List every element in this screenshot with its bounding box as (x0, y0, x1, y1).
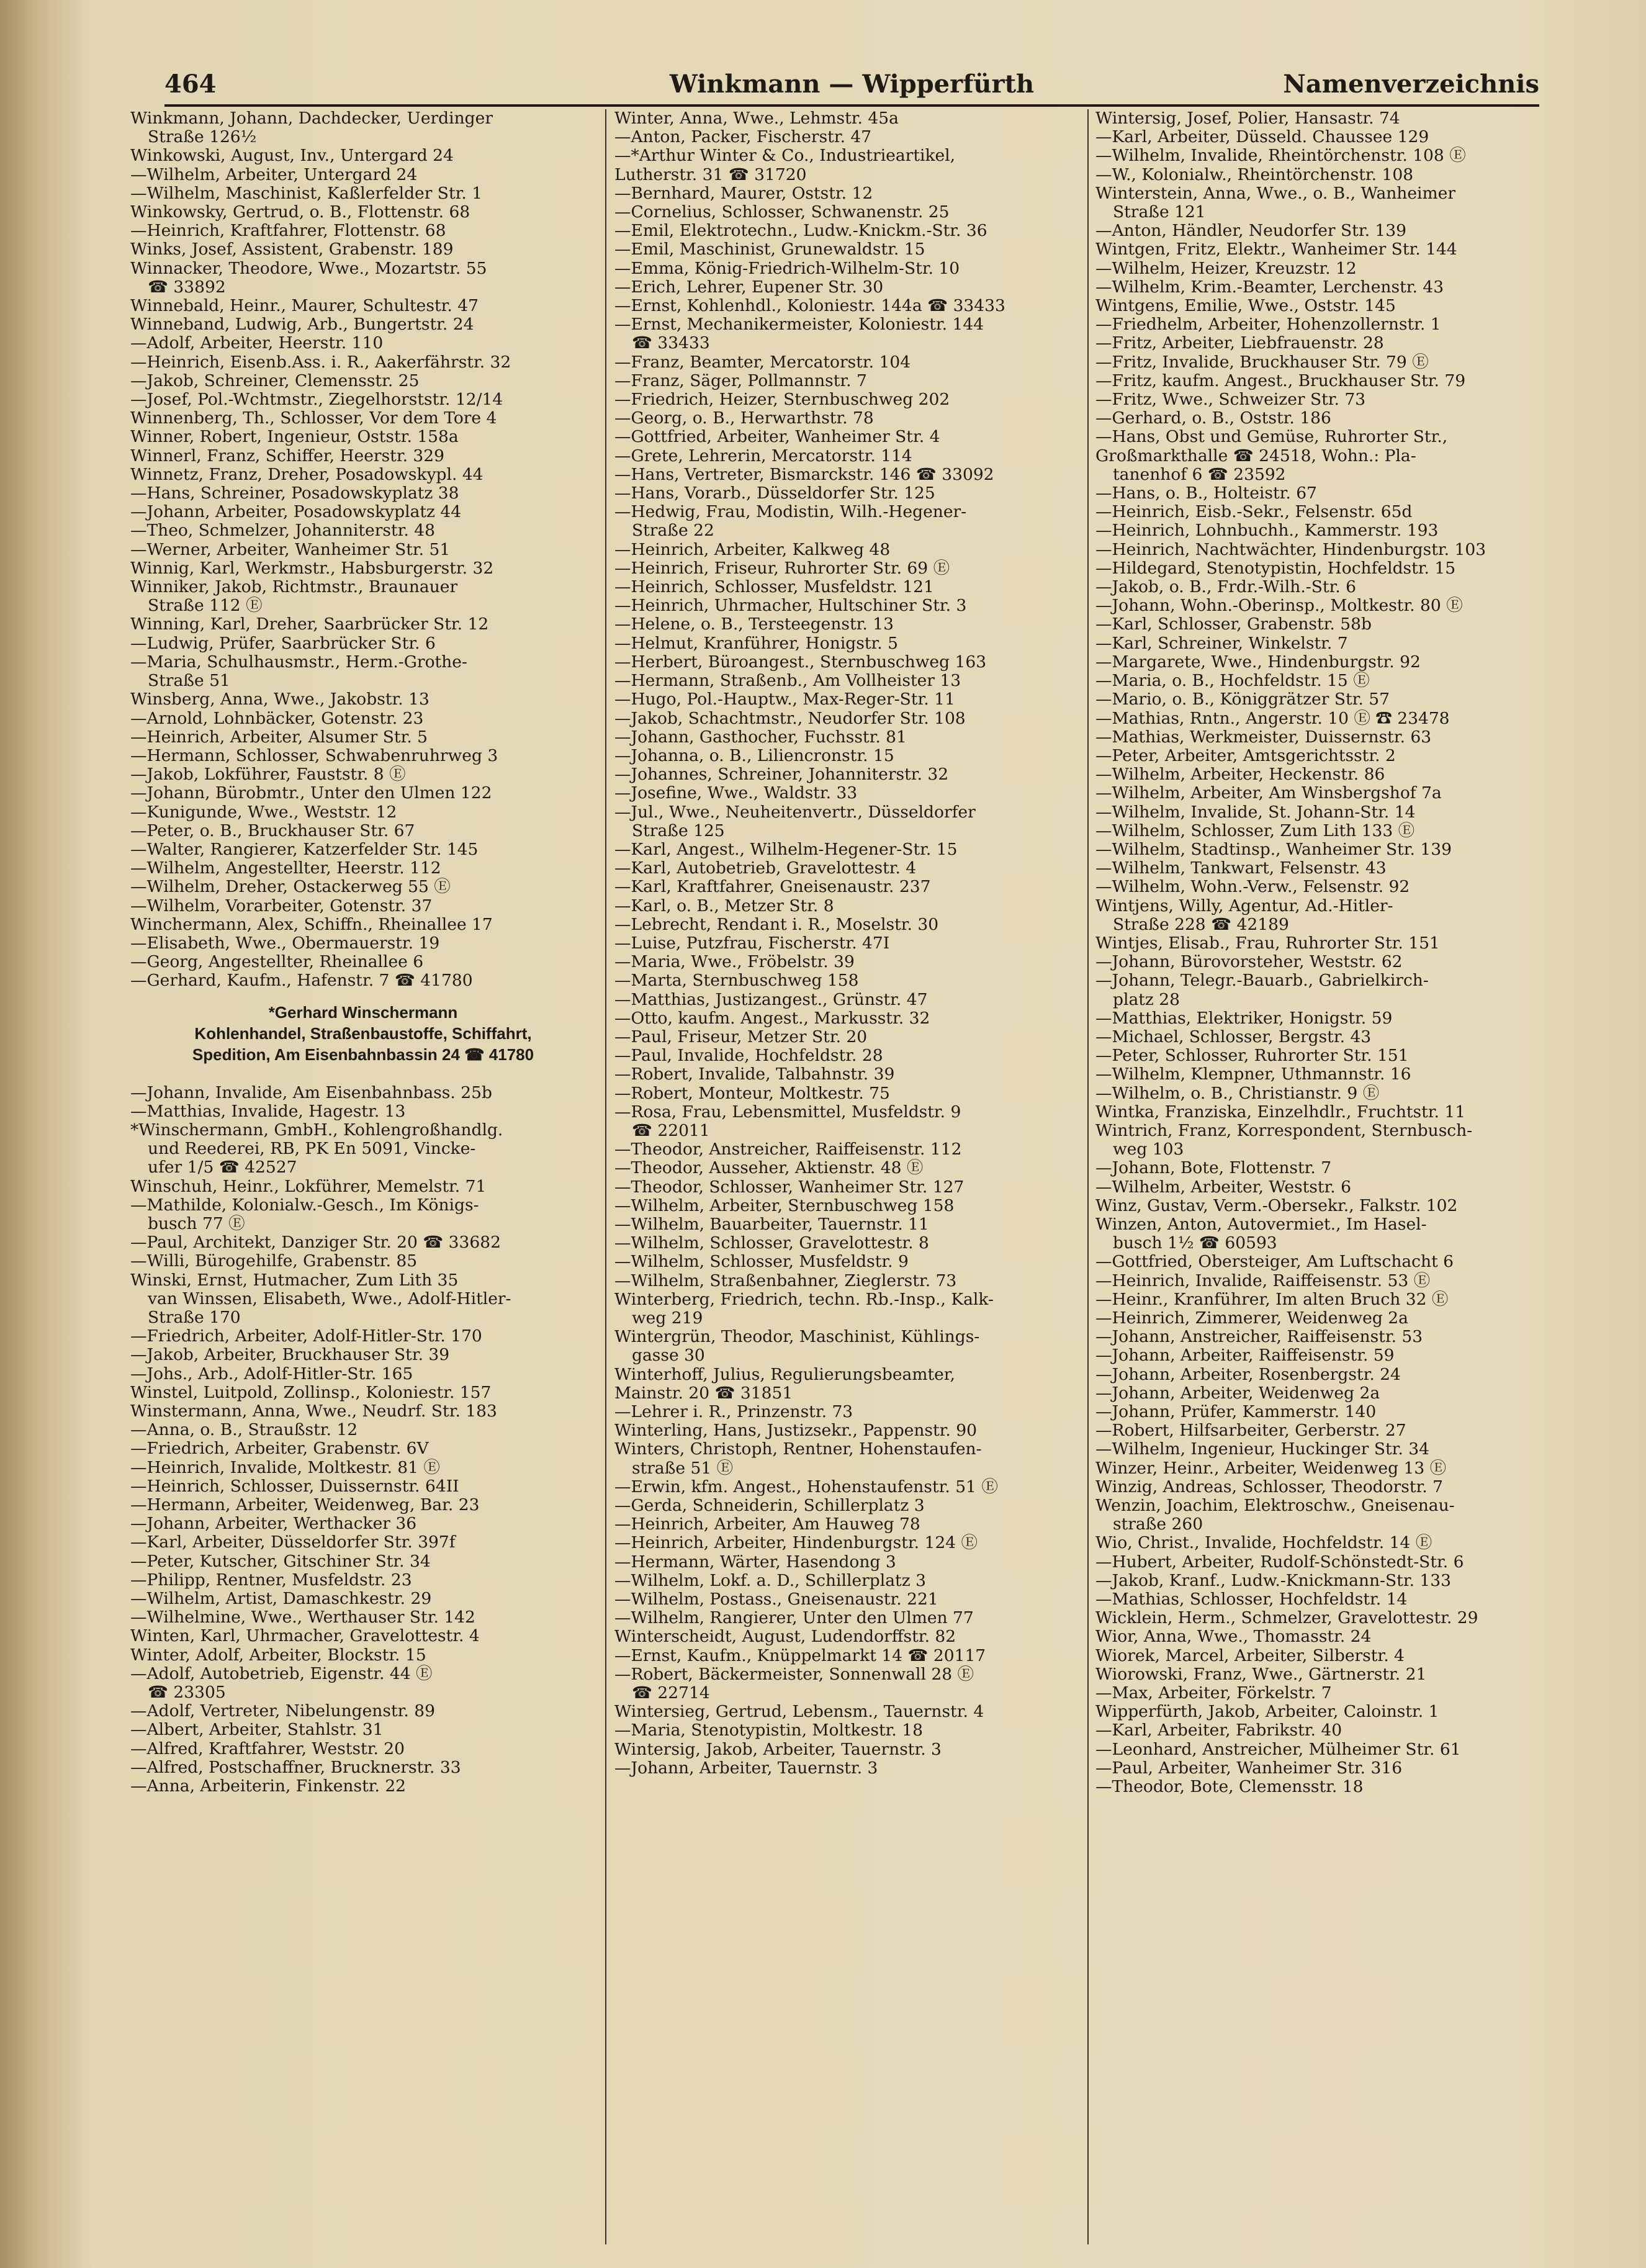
directory-entry: Winneband, Ludwig, Arb., Bungertstr. 24 (130, 315, 474, 335)
directory-entry: —Johann, Arbeiter, Raiffeisenstr. 59 (1095, 1346, 1395, 1366)
directory-entry: —Maria, Schulhausmstr., Herm.-Grothe- (130, 652, 467, 672)
directory-entry: —Matthias, Elektriker, Honigstr. 59 (1095, 1008, 1393, 1028)
directory-entry: straße 260 (1113, 1514, 1203, 1534)
directory-entry: Winnerl, Franz, Schiffer, Heerstr. 329 (130, 446, 445, 466)
directory-entry: —Mathias, Rntn., Angerstr. 10 Ⓔ ☎ 23478 (1095, 708, 1450, 728)
directory-entry: —Karl, o. B., Metzer Str. 8 (614, 896, 834, 916)
directory-entry: —Jul., Wwe., Neuheitenvertr., Düsseldorfer (614, 802, 976, 822)
directory-entry: Wintersig, Josef, Polier, Hansastr. 74 (1095, 109, 1400, 128)
directory-entry: —Heinrich, Eisb.-Sekr., Felsenstr. 65d (1095, 502, 1413, 522)
directory-entry: —Jakob, Arbeiter, Bruckhauser Str. 39 (130, 1345, 450, 1365)
directory-entry: —Hans, Vertreter, Bismarckstr. 146 ☎ 33092 (614, 464, 994, 484)
directory-entry: —Anna, o. B., Straußstr. 12 (130, 1420, 358, 1440)
directory-entry: —Luise, Putzfrau, Fischerstr. 47I (614, 933, 890, 953)
directory-entry: —Heinrich, Friseur, Ruhrorter Str. 69 Ⓔ (614, 558, 950, 578)
directory-entry: Winterstein, Anna, Wwe., o. B., Wanheimer (1095, 183, 1456, 203)
directory-entry: —Wilhelm, Artist, Damaschkestr. 29 (130, 1589, 432, 1609)
directory-entry: —Heinrich, Schlosser, Musfeldstr. 121 (614, 577, 934, 597)
directory-entry: ☎ 22714 (632, 1683, 710, 1703)
directory-entry: —Ludwig, Prüfer, Saarbrücker Str. 6 (130, 633, 436, 653)
directory-entry: —Grete, Lehrerin, Mercatorstr. 114 (614, 446, 912, 466)
directory-entry: Straße 51 (148, 671, 230, 691)
directory-entry: —Mathias, Werkmeister, Duissernstr. 63 (1095, 727, 1432, 747)
directory-entry: Wipperfürth, Jakob, Arbeiter, Caloinstr. 1 (1095, 1702, 1439, 1722)
directory-entry: —Heinr., Kranführer, Im alten Bruch 32 Ⓔ (1095, 1289, 1449, 1309)
directory-entry: —Karl, Autobetrieb, Gravelottestr. 4 (614, 858, 917, 878)
directory-entry: —Hermann, Straßenb., Am Vollheister 13 (614, 671, 961, 691)
directory-entry: weg 103 (1113, 1140, 1184, 1159)
directory-entry: —Maria, Stenotypistin, Moltkestr. 18 (614, 1721, 923, 1740)
directory-entry: —Hans, Vorarb., Düsseldorfer Str. 125 (614, 484, 935, 503)
directory-entry: —Robert, Bäckermeister, Sonnenwall 28 Ⓔ (614, 1664, 974, 1684)
directory-entry: —Wilhelm, Tankwart, Felsenstr. 43 (1095, 858, 1387, 878)
directory-entry: —Maria, Wwe., Fröbelstr. 39 (614, 952, 855, 972)
directory-entry: —Wilhelm, Rangierer, Unter den Ulmen 77 (614, 1608, 974, 1628)
directory-entry: —Anton, Packer, Fischerstr. 47 (614, 127, 872, 147)
column-1 (130, 109, 596, 2244)
directory-entry: —Johanna, o. B., Liliencronstr. 15 (614, 745, 894, 765)
directory-entry: —Karl, Schlosser, Grabenstr. 58b (1095, 614, 1372, 634)
directory-entry: —Lebrecht, Rendant i. R., Moselstr. 30 (614, 914, 939, 934)
directory-entry: —Wilhelm, Invalide, Rheintörchenstr. 108 Ⓔ (1095, 146, 1466, 166)
column-2 (614, 109, 1083, 2244)
directory-entry: —Arnold, Lohnbäcker, Gotenstr. 23 (130, 708, 424, 728)
directory-entry: —Gerda, Schneiderin, Schillerplatz 3 (614, 1496, 925, 1516)
directory-entry: —Emma, König-Friedrich-Wilhelm-Str. 10 (614, 258, 960, 278)
directory-entry: —Alfred, Postschaffner, Brucknerstr. 33 (130, 1757, 461, 1777)
directory-entry: —Peter, o. B., Bruckhauser Str. 67 (130, 821, 415, 840)
directory-entry: Mainstr. 20 ☎ 31851 (614, 1383, 793, 1403)
directory-entry: —Theodor, Ausseher, Aktienstr. 48 Ⓔ (614, 1158, 924, 1178)
directory-entry: —Robert, Hilfsarbeiter, Gerberstr. 27 (1095, 1421, 1406, 1441)
directory-entry: Wintersieg, Gertrud, Lebensm., Tauernstr. 4 (614, 1702, 984, 1722)
directory-entry: Winterberg, Friedrich, techn. Rb.-Insp., Kalk- (614, 1289, 994, 1309)
directory-entry: Winnetz, Franz, Dreher, Posadowskypl. 44 (130, 464, 483, 484)
directory-entry: —Otto, kaufm. Angest., Markusstr. 32 (614, 1008, 930, 1028)
directory-entry: —Mathilde, Kolonialw.-Gesch., Im Königs- (130, 1195, 479, 1215)
directory-entry: —Wilhelm, Postass., Gneisenaustr. 221 (614, 1590, 938, 1609)
directory-entry: —Johann, Arbeiter, Rosenbergstr. 24 (1095, 1364, 1401, 1384)
directory-entry: Winning, Karl, Dreher, Saarbrücker Str. 12 (130, 614, 489, 634)
directory-entry: Winnebald, Heinr., Maurer, Schultestr. 47 (130, 296, 479, 316)
directory-entry: —Erich, Lehrer, Eupener Str. 30 (614, 277, 884, 297)
directory-entry: —Hans, Schreiner, Posadowskyplatz 38 (130, 484, 459, 503)
directory-entry: Winkmann, Johann, Dachdecker, Uerdinger (130, 109, 493, 128)
directory-entry: —Hedwig, Frau, Modistin, Wilh.-Hegener- (614, 502, 967, 522)
directory-entry: —Ernst, Mechanikermeister, Koloniestr. 144 (614, 315, 984, 335)
directory-entry: —Friedrich, Arbeiter, Adolf-Hitler-Str. 170 (130, 1326, 482, 1346)
directory-entry: van Winssen, Elisabeth, Wwe., Adolf-Hitler- (148, 1289, 511, 1308)
directory-entry: Wintjens, Willy, Agentur, Ad.-Hitler- (1095, 896, 1393, 916)
directory-entry: —Johann, Anstreicher, Raiffeisenstr. 53 (1095, 1327, 1423, 1347)
directory-entry: —Heinrich, Schlosser, Duissernstr. 64II (130, 1476, 459, 1496)
ad-line: Spedition, Am Eisenbahnbassin 24 ☎ 41780 (192, 1045, 534, 1064)
directory-entry: —Johann, Wohn.-Oberinsp., Moltkestr. 80 Ⓔ (1095, 596, 1463, 616)
directory-entry: —Wilhelm, Schlosser, Gravelottestr. 8 (614, 1233, 929, 1253)
directory-entry: —Johann, Prüfer, Kammerstr. 140 (1095, 1402, 1377, 1422)
directory-entry: —Hildegard, Stenotypistin, Hochfeldstr. 15 (1095, 558, 1456, 578)
directory-entry: und Reederei, RB, PK En 5091, Vincke- (148, 1139, 476, 1159)
directory-entry: —Karl, Arbeiter, Düsseld. Chaussee 129 (1095, 127, 1429, 147)
directory-entry: —Friedrich, Arbeiter, Grabenstr. 6V (130, 1439, 429, 1459)
directory-entry: Winniker, Jakob, Richtmstr., Braunauer (130, 577, 458, 597)
directory-entry: —Alfred, Kraftfahrer, Weststr. 20 (130, 1739, 405, 1758)
directory-entry: —Hubert, Arbeiter, Rudolf-Schönstedt-Str. 6 (1095, 1552, 1464, 1572)
directory-entry: —Wilhelm, Straßenbahner, Zieglerstr. 73 (614, 1271, 957, 1290)
directory-entry: busch 1½ ☎ 60593 (1113, 1233, 1277, 1253)
directory-entry: —Kunigunde, Wwe., Weststr. 12 (130, 802, 397, 822)
directory-entry: Winschuh, Heinr., Lokführer, Memelstr. 71 (130, 1176, 487, 1196)
directory-entry: Winnacker, Theodore, Wwe., Mozartstr. 55 (130, 258, 487, 278)
directory-entry: Winterscheidt, August, Ludendorffstr. 82 (614, 1627, 956, 1647)
directory-entry: —Wilhelm, Wohn.-Verw., Felsenstr. 92 (1095, 877, 1410, 897)
directory-entry: —Jakob, Schreiner, Clemensstr. 25 (130, 371, 420, 390)
directory-entry: —Wilhelm, Dreher, Ostackerweg 55 Ⓔ (130, 877, 451, 897)
directory-entry: —Fritz, kaufm. Angest., Bruckhauser Str. 79 (1095, 371, 1466, 390)
directory-entry: —Willi, Bürogehilfe, Grabenstr. 85 (130, 1251, 418, 1271)
directory-entry: Winnenberg, Th., Schlosser, Vor dem Tore 4 (130, 408, 497, 428)
directory-entry: —Heinrich, Zimmerer, Weidenweg 2a (1095, 1308, 1408, 1328)
directory-entry: —Franz, Beamter, Mercatorstr. 104 (614, 352, 911, 372)
directory-entry: —Theodor, Anstreicher, Raiffeisenstr. 112 (614, 1140, 962, 1159)
directory-entry: —Hugo, Pol.-Hauptw., Max-Reger-Str. 11 (614, 690, 955, 709)
directory-entry: —Robert, Monteur, Moltkestr. 75 (614, 1083, 890, 1103)
directory-entry: —Mathias, Schlosser, Hochfeldstr. 14 (1095, 1590, 1408, 1609)
directory-entry: —Karl, Kraftfahrer, Gneisenaustr. 237 (614, 877, 931, 897)
directory-entry: Winz, Gustav, Verm.-Obersekr., Falkstr. 102 (1095, 1195, 1458, 1215)
directory-entry: —Cornelius, Schlosser, Schwanenstr. 25 (614, 202, 950, 222)
directory-entry: —Wilhelm, Vorarbeiter, Gotenstr. 37 (130, 896, 433, 916)
directory-entry: —Wilhelm, Schlosser, Zum Lith 133 Ⓔ (1095, 821, 1415, 840)
directory-entry: —Wilhelm, Arbeiter, Am Winsbergshof 7a (1095, 783, 1442, 803)
directory-entry: Winzer, Heinr., Arbeiter, Weidenweg 13 Ⓔ (1095, 1458, 1447, 1478)
directory-entry: —Wilhelm, Lokf. a. D., Schillerplatz 3 (614, 1570, 926, 1590)
directory-entry: —Helene, o. B., Tersteegenstr. 13 (614, 614, 894, 634)
directory-entry: —*Arthur Winter & Co., Industrieartikel, (614, 146, 956, 166)
directory-entry: —Wilhelm, Ingenieur, Huckinger Str. 34 (1095, 1439, 1429, 1459)
directory-entry: —Jakob, Lokführer, Fauststr. 8 Ⓔ (130, 765, 406, 785)
directory-entry: Winkowsky, Gertrud, o. B., Flottenstr. 68 (130, 202, 470, 222)
directory-entry: —Karl, Angest., Wilhelm-Hegener-Str. 15 (614, 839, 958, 859)
directory-entry: tanenhof 6 ☎ 23592 (1113, 464, 1286, 484)
directory-entry: —Heinrich, Arbeiter, Hindenburgstr. 124 Ⓔ (614, 1533, 978, 1553)
entry-list (130, 1084, 596, 1796)
directory-entry: —Georg, o. B., Herwarthstr. 78 (614, 408, 874, 428)
advertisement (130, 991, 596, 1084)
directory-entry: —Theodor, Schlosser, Wanheimer Str. 127 (614, 1177, 965, 1197)
directory-entry: —Wilhelm, Schlosser, Musfeldstr. 9 (614, 1252, 909, 1272)
directory-entry: —Paul, Friseur, Metzer Str. 20 (614, 1027, 868, 1046)
directory-entry: Wintgen, Fritz, Elektr., Wanheimer Str. 144 (1095, 240, 1457, 259)
directory-entry: —Johann, Arbeiter, Tauernstr. 3 (614, 1758, 878, 1778)
directory-entry: —Friedhelm, Arbeiter, Hohenzollernstr. 1 (1095, 315, 1441, 335)
directory-entry: —Heinrich, Invalide, Raiffeisenstr. 53 Ⓔ (1095, 1271, 1431, 1290)
directory-entry: busch 77 Ⓔ (148, 1213, 245, 1233)
directory-entry: Straße 121 (1113, 202, 1206, 222)
directory-entry: —Peter, Kutscher, Gitschiner Str. 34 (130, 1551, 431, 1571)
directory-entry: —Wilhelm, Bauarbeiter, Tauernstr. 11 (614, 1214, 929, 1234)
directory-entry: gasse 30 (632, 1346, 705, 1366)
directory-entry: —Max, Arbeiter, Förkelstr. 7 (1095, 1683, 1332, 1703)
directory-entry: —Wilhelm, Heizer, Kreuzstr. 12 (1095, 258, 1357, 278)
directory-entry: —Paul, Invalide, Hochfeldstr. 28 (614, 1046, 883, 1066)
directory-entry: —Adolf, Vertreter, Nibelungenstr. 89 (130, 1701, 435, 1721)
directory-entry: ☎ 33433 (632, 333, 710, 353)
directory-entry: —Lehrer i. R., Prinzenstr. 73 (614, 1402, 853, 1422)
directory-entry: —Heinrich, Lohnbuchh., Kammerstr. 193 (1095, 521, 1439, 541)
directory-entry: Straße 228 ☎ 42189 (1113, 914, 1289, 934)
entry-list (614, 109, 1083, 1778)
directory-entry: —Johann, Telegr.-Bauarb., Gabrielkirch- (1095, 971, 1429, 991)
directory-entry: —Albert, Arbeiter, Stahlstr. 31 (130, 1720, 384, 1740)
directory-entry: —Johann, Gasthocher, Fuchsstr. 81 (614, 727, 907, 747)
directory-entry: —Karl, Schreiner, Winkelstr. 7 (1095, 633, 1348, 653)
directory-entry: —Hans, o. B., Holteistr. 67 (1095, 484, 1317, 503)
directory-entry: —Matthias, Invalide, Hagestr. 13 (130, 1101, 406, 1121)
directory-entry: Winten, Karl, Uhrmacher, Gravelottestr. 4 (130, 1626, 480, 1646)
directory-entry: —Jakob, o. B., Frdr.-Wilh.-Str. 6 (1095, 577, 1356, 597)
directory-entry: Winski, Ernst, Hutmacher, Zum Lith 35 (130, 1270, 459, 1290)
directory-entry: —Elisabeth, Wwe., Obermauerstr. 19 (130, 933, 440, 953)
section-title: Namenverzeichnis (1283, 70, 1539, 99)
directory-entry: —Heinrich, Arbeiter, Am Hauweg 78 (614, 1514, 920, 1534)
directory-entry: —Wilhelm, Arbeiter, Heckenstr. 86 (1095, 765, 1385, 785)
page-title: Winkmann — Wipperfürth (669, 70, 1035, 99)
directory-entry: —Philipp, Rentner, Musfeldstr. 23 (130, 1570, 412, 1590)
directory-entry: —Karl, Arbeiter, Fabrikstr. 40 (1095, 1721, 1342, 1740)
directory-entry: Winkowski, August, Inv., Untergard 24 (130, 146, 454, 166)
directory-entry: —Johann, Arbeiter, Werthacker 36 (130, 1514, 417, 1534)
directory-entry: —Hermann, Arbeiter, Weidenweg, Bar. 23 (130, 1495, 480, 1515)
directory-entry: *Winschermann, GmbH., Kohlengroßhandlg. (130, 1120, 503, 1140)
directory-entry: —Jakob, Kranf., Ludw.-Knickmann-Str. 133 (1095, 1570, 1451, 1590)
directory-entry: —Heinrich, Arbeiter, Alsumer Str. 5 (130, 727, 428, 747)
directory-entry: —Heinrich, Eisenb.Ass. i. R., Aakerfährstr. 32 (130, 352, 511, 372)
directory-entry: —Helmut, Kranführer, Honigstr. 5 (614, 633, 898, 653)
directory-entry: —Erwin, kfm. Angest., Hohenstaufenstr. 51 Ⓔ (614, 1477, 998, 1496)
directory-entry: —Gerhard, o. B., Oststr. 186 (1095, 408, 1331, 428)
directory-entry: Wintrich, Franz, Korrespondent, Sternbusch- (1095, 1120, 1473, 1140)
directory-entry: Straße 112 Ⓔ (148, 596, 263, 616)
directory-entry: Wior, Anna, Wwe., Thomasstr. 24 (1095, 1627, 1372, 1647)
directory-entry: —Mario, o. B., Königgrätzer Str. 57 (1095, 690, 1390, 709)
column-3 (1095, 109, 1542, 2244)
entry-list (1095, 109, 1542, 1796)
directory-entry: Wicklein, Herm., Schmelzer, Gravelottestr. 29 (1095, 1608, 1478, 1628)
directory-entry: —Theo, Schmelzer, Johanniterstr. 48 (130, 521, 435, 541)
directory-entry: straße 51 Ⓔ (632, 1458, 734, 1478)
directory-entry: —Josef, Pol.-Wchtmstr., Ziegelhorststr. 12/14 (130, 390, 503, 410)
directory-entry: Straße 126½ (148, 127, 257, 147)
directory-entry: —Johann, Bürobmtr., Unter den Ulmen 122 (130, 783, 492, 803)
directory-entry: —Heinrich, Arbeiter, Kalkweg 48 (614, 539, 891, 559)
directory-entry: —Maria, o. B., Hochfeldstr. 15 Ⓔ (1095, 671, 1370, 691)
directory-entry: Winter, Adolf, Arbeiter, Blockstr. 15 (130, 1645, 426, 1665)
directory-entry: Winters, Christoph, Rentner, Hohenstaufen- (614, 1439, 982, 1459)
ad-line: *Gerhard Winschermann (268, 1002, 458, 1022)
directory-entry: —Emil, Elektrotechn., Ludw.-Knickm.-Str. 36 (614, 221, 987, 241)
directory-entry: —Wilhelm, Angestellter, Heerstr. 112 (130, 858, 441, 878)
directory-entry: —Johann, Bürovorsteher, Weststr. 62 (1095, 952, 1403, 972)
directory-entry: Winstermann, Anna, Wwe., Neudrf. Str. 183 (130, 1402, 497, 1421)
page-number: 464 (164, 70, 217, 99)
directory-entry: Wintersig, Jakob, Arbeiter, Tauernstr. 3 (614, 1739, 942, 1759)
directory-entry: —Johs., Arb., Adolf-Hitler-Str. 165 (130, 1364, 413, 1384)
directory-entry: —Hermann, Wärter, Hasendong 3 (614, 1552, 896, 1572)
directory-entry: —Heinrich, Kraftfahrer, Flottenstr. 68 (130, 221, 446, 241)
directory-entry: Winterling, Hans, Justizsekr., Pappenstr. 90 (614, 1421, 977, 1441)
directory-entry: —Wilhelm, Arbeiter, Sternbuschweg 158 (614, 1195, 955, 1215)
directory-entry: —Adolf, Autobetrieb, Eigenstr. 44 Ⓔ (130, 1663, 433, 1683)
directory-entry: Wio, Christ., Invalide, Hochfeldstr. 14 Ⓔ (1095, 1533, 1432, 1553)
directory-entry: Winchermann, Alex, Schiffn., Rheinallee 17 (130, 914, 493, 934)
directory-entry: Straße 22 (632, 521, 714, 541)
directory-entry: —W., Kolonialw., Rheintörchenstr. 108 (1095, 164, 1414, 184)
ad-line: Kohlenhandel, Straßenbaustoffe, Schiffahrt, (194, 1024, 532, 1043)
directory-entry: Wintgens, Emilie, Wwe., Oststr. 145 (1095, 296, 1396, 316)
directory-entry: —Hans, Obst und Gemüse, Ruhrorter Str., (1095, 427, 1448, 447)
directory-entry: —Peter, Schlosser, Ruhrorter Str. 151 (1095, 1046, 1409, 1066)
directory-entry: Winnig, Karl, Werkmstr., Habsburgerstr. 32 (130, 558, 494, 578)
entry-list (130, 109, 596, 991)
directory-entry: —Anton, Händler, Neudorfer Str. 139 (1095, 221, 1407, 241)
directory-entry: Winner, Robert, Ingenieur, Oststr. 158a (130, 427, 459, 447)
directory-entry: —Fritz, Arbeiter, Liebfrauenstr. 28 (1095, 333, 1384, 353)
directory-entry: —Peter, Arbeiter, Amtsgerichtsstr. 2 (1095, 745, 1396, 765)
directory-entry: —Wilhelm, Arbeiter, Weststr. 6 (1095, 1177, 1352, 1197)
directory-entry: —Werner, Arbeiter, Wanheimer Str. 51 (130, 539, 451, 559)
directory-entry: Winzig, Andreas, Schlosser, Theodorstr. 7 (1095, 1477, 1443, 1496)
directory-entry: —Franz, Säger, Pollmannstr. 7 (614, 371, 867, 390)
directory-entry: —Ernst, Kaufm., Knüppelmarkt 14 ☎ 20117 (614, 1645, 986, 1665)
directory-entry: —Fritz, Wwe., Schweizer Str. 73 (1095, 390, 1366, 410)
directory-entry: —Gottfried, Obersteiger, Am Luftschacht 6 (1095, 1252, 1454, 1272)
directory-entry: Wintergrün, Theodor, Maschinist, Kühlings- (614, 1327, 980, 1347)
directory-entry: —Hermann, Schlosser, Schwabenruhrweg 3 (130, 745, 498, 765)
directory-entry: —Wilhelm, Stadtinsp., Wanheimer Str. 139 (1095, 839, 1452, 859)
directory-entry: —Georg, Angestellter, Rheinallee 6 (130, 952, 424, 972)
page-header (164, 67, 1539, 107)
directory-entry: —Wilhelm, Invalide, St. Johann-Str. 14 (1095, 802, 1416, 822)
directory-entry: —Gottfried, Arbeiter, Wanheimer Str. 4 (614, 427, 940, 447)
directory-entry: —Jakob, Schachtmstr., Neudorfer Str. 108 (614, 708, 966, 728)
directory-entry: —Bernhard, Maurer, Oststr. 12 (614, 183, 873, 203)
directory-entry: —Johann, Arbeiter, Posadowskyplatz 44 (130, 502, 462, 522)
directory-entry: —Walter, Rangierer, Katzerfelder Str. 145 (130, 839, 479, 859)
directory-entry: —Margarete, Wwe., Hindenburgstr. 92 (1095, 652, 1421, 672)
directory-entry: Lutherstr. 31 ☎ 31720 (614, 164, 807, 184)
directory-entry: weg 219 (632, 1308, 703, 1328)
directory-entry: —Johann, Invalide, Am Eisenbahnbass. 25b (130, 1082, 492, 1102)
directory-entry: ufer 1/5 ☎ 42527 (148, 1158, 297, 1177)
directory-entry: —Wilhelm, Arbeiter, Untergard 24 (130, 164, 418, 184)
directory-entry: Winter, Anna, Wwe., Lehmstr. 45a (614, 109, 899, 128)
directory-entry: Wenzin, Joachim, Elektroschw., Gneisenau- (1095, 1496, 1455, 1516)
directory-entry: —Anna, Arbeiterin, Finkenstr. 22 (130, 1776, 407, 1796)
directory-entry: —Wilhelm, Krim.-Beamter, Lerchenstr. 43 (1095, 277, 1444, 297)
directory-entry: —Adolf, Arbeiter, Heerstr. 110 (130, 333, 384, 353)
directory-entry: Winzen, Anton, Autovermiet., Im Hasel- (1095, 1214, 1427, 1234)
directory-entry: —Emil, Maschinist, Grunewaldstr. 15 (614, 240, 925, 259)
directory-entry: —Marta, Sternbuschweg 158 (614, 971, 859, 991)
directory-entry: Wintka, Franziska, Einzelhdlr., Fruchtstr. 11 (1095, 1102, 1466, 1122)
directory-entry: —Josefine, Wwe., Waldstr. 33 (614, 783, 858, 803)
directory-entry: —Theodor, Bote, Clemensstr. 18 (1095, 1777, 1364, 1797)
directory-entry: —Robert, Invalide, Talbahnstr. 39 (614, 1064, 895, 1084)
directory-entry: —Johannes, Schreiner, Johanniterstr. 32 (614, 765, 949, 785)
directory-entry: —Fritz, Invalide, Bruckhauser Str. 79 Ⓔ (1095, 352, 1429, 372)
directory-entry: —Wilhelm, Maschinist, Kaßlerfelder Str. 1 (130, 183, 483, 203)
column-divider (1087, 109, 1089, 2244)
directory-entry: —Michael, Schlosser, Bergstr. 43 (1095, 1027, 1372, 1046)
directory-entry: —Heinrich, Uhrmacher, Hultschiner Str. 3 (614, 596, 967, 616)
column-divider (605, 109, 606, 2244)
directory-entry: —Matthias, Justizangest., Grünstr. 47 (614, 989, 928, 1009)
directory-entry: —Gerhard, Kaufm., Hafenstr. 7 ☎ 41780 (130, 971, 473, 991)
directory-entry: —Wilhelmine, Wwe., Werthauser Str. 142 (130, 1608, 475, 1627)
directory-entry: ☎ 22011 (632, 1120, 710, 1140)
directory-entry: Straße 170 (148, 1307, 241, 1327)
directory-entry: —Karl, Arbeiter, Düsseldorfer Str. 397f (130, 1532, 456, 1552)
directory-entry: —Paul, Architekt, Danziger Str. 20 ☎ 33682 (130, 1233, 501, 1253)
directory-entry: Winstel, Luitpold, Zollinsp., Koloniestr. 157 (130, 1382, 492, 1402)
directory-entry: —Heinrich, Invalide, Moltkestr. 81 Ⓔ (130, 1457, 440, 1477)
directory-entry: —Heinrich, Nachtwächter, Hindenburgstr. 103 (1095, 539, 1486, 559)
directory-entry: Wiorowski, Franz, Wwe., Gärtnerstr. 21 (1095, 1664, 1427, 1684)
directory-entry: —Johann, Bote, Flottenstr. 7 (1095, 1158, 1332, 1178)
directory-entry: —Friedrich, Heizer, Sternbuschweg 202 (614, 390, 950, 410)
directory-entry: —Wilhelm, Klempner, Uthmannstr. 16 (1095, 1064, 1411, 1084)
directory-entry: Großmarkthalle ☎ 24518, Wohn.: Pla- (1095, 446, 1416, 466)
directory-entry: —Johann, Arbeiter, Weidenweg 2a (1095, 1383, 1380, 1403)
directory-entry: platz 28 (1113, 989, 1180, 1009)
directory-entry: Wiorek, Marcel, Arbeiter, Silberstr. 4 (1095, 1645, 1405, 1665)
directory-entry: Winks, Josef, Assistent, Grabenstr. 189 (130, 240, 454, 259)
directory-entry: —Herbert, Büroangest., Sternbuschweg 163 (614, 652, 987, 672)
directory-entry: ☎ 23305 (148, 1683, 226, 1703)
directory-entry: —Rosa, Frau, Lebensmittel, Musfeldstr. 9 (614, 1102, 961, 1122)
directory-entry: ☎ 33892 (148, 277, 226, 297)
directory-entry: Wintjes, Elisab., Frau, Ruhrorter Str. 151 (1095, 933, 1440, 953)
directory-entry: —Ernst, Kohlenhdl., Koloniestr. 144a ☎ 33433 (614, 296, 1005, 316)
directory-entry: —Paul, Arbeiter, Wanheimer Str. 316 (1095, 1758, 1403, 1778)
directory-entry: —Leonhard, Anstreicher, Mülheimer Str. 61 (1095, 1739, 1461, 1759)
directory-entry: —Wilhelm, o. B., Christianstr. 9 Ⓔ (1095, 1083, 1380, 1103)
directory-entry: Winsberg, Anna, Wwe., Jakobstr. 13 (130, 690, 429, 709)
directory-entry: Straße 125 (632, 821, 725, 840)
directory-entry: Winterhoff, Julius, Regulierungsbeamter, (614, 1364, 955, 1384)
